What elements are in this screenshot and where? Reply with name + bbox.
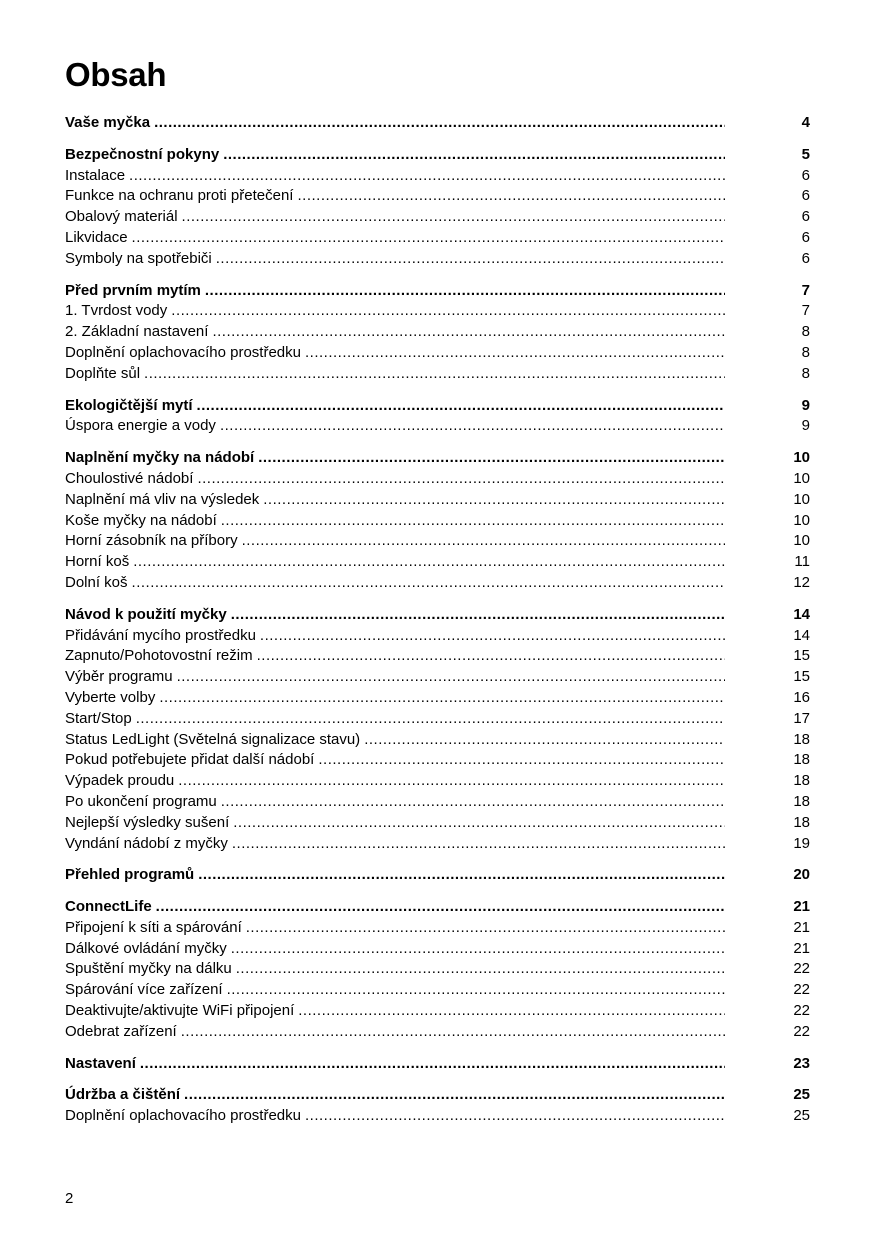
dot-leader <box>246 918 725 939</box>
toc-entry-label: Přehled programů <box>65 866 195 884</box>
dot-leader <box>156 897 725 918</box>
toc-entry-label: Doplňte sůl <box>65 364 141 382</box>
toc-heading[interactable] <box>65 113 810 134</box>
toc-entry-label: 2. Základní nastavení <box>65 323 209 341</box>
toc-heading[interactable] <box>65 897 810 918</box>
toc-entry-page: 8 <box>801 323 810 341</box>
toc-heading[interactable] <box>65 865 810 886</box>
toc-entry-label: Symboly na spotřebiči <box>65 249 212 267</box>
toc-item[interactable] <box>65 626 810 647</box>
toc-entry-page: 8 <box>801 343 810 361</box>
toc-item[interactable] <box>65 301 810 322</box>
dot-leader <box>212 322 725 343</box>
toc-entry-page: 10 <box>793 532 810 550</box>
toc-item[interactable] <box>65 813 810 834</box>
toc-item[interactable] <box>65 709 810 730</box>
toc-item[interactable] <box>65 552 810 573</box>
toc-entry-label: Vaše myčka <box>65 114 151 131</box>
toc-item[interactable] <box>65 939 810 960</box>
toc-entry-label: Naplnění myčky na nádobí <box>65 449 255 467</box>
dot-leader <box>133 552 725 573</box>
dot-leader <box>177 667 725 688</box>
toc-entry-page: 12 <box>793 573 810 591</box>
toc-entry-label: Nastavení <box>65 1054 136 1072</box>
toc-heading[interactable] <box>65 1085 810 1106</box>
dot-leader <box>305 1106 725 1127</box>
toc-entry-page: 20 <box>793 866 810 884</box>
dot-leader <box>197 469 725 490</box>
dot-leader <box>171 301 725 322</box>
toc-item[interactable] <box>65 1022 810 1043</box>
dot-leader <box>184 1085 725 1106</box>
toc-heading[interactable] <box>65 448 810 469</box>
toc-entry-page: 19 <box>793 834 810 852</box>
toc-entry-page: 9 <box>801 417 810 435</box>
dot-leader <box>233 813 725 834</box>
toc-entry-label: Horní zásobník na příbory <box>65 532 238 550</box>
toc-entry-label: Likvidace <box>65 228 128 246</box>
toc-heading[interactable] <box>65 145 810 166</box>
dot-leader <box>242 531 725 552</box>
dot-leader <box>140 1054 725 1075</box>
toc-entry-page: 10 <box>793 490 810 508</box>
toc-entry-label: ConnectLife <box>65 898 152 916</box>
dot-leader <box>221 792 725 813</box>
toc-item[interactable] <box>65 730 810 751</box>
toc-item[interactable] <box>65 186 810 207</box>
dot-leader <box>232 834 725 855</box>
dot-leader <box>263 490 725 511</box>
toc-entry-label: Odebrat zařízení <box>65 1022 177 1040</box>
dot-leader <box>297 186 725 207</box>
dot-leader <box>318 750 725 771</box>
toc-item[interactable] <box>65 1001 810 1022</box>
toc-item[interactable] <box>65 646 810 667</box>
toc-entry-page: 5 <box>801 145 810 163</box>
toc-entry-page: 10 <box>793 469 810 487</box>
toc-entry-label: Spuštění myčky na dálku <box>65 960 232 978</box>
dot-leader <box>231 605 725 626</box>
page-number: 2 <box>65 1190 74 1207</box>
dot-leader <box>144 364 725 385</box>
toc-entry-label: Přidávání mycího prostředku <box>65 626 256 644</box>
toc-item[interactable] <box>65 531 810 552</box>
page-title: Obsah <box>65 56 167 93</box>
toc-entry-page: 21 <box>793 939 810 957</box>
toc-item[interactable] <box>65 834 810 855</box>
toc-entry-page: 7 <box>801 302 810 320</box>
toc-item[interactable] <box>65 750 810 771</box>
toc-entry-page: 15 <box>793 647 810 665</box>
toc-item[interactable] <box>65 980 810 1001</box>
dot-leader <box>221 511 725 532</box>
toc-entry-label: Horní koš <box>65 553 130 571</box>
toc-entry-label: Připojení k síti a spárování <box>65 918 242 936</box>
toc-entry-page: 10 <box>793 449 810 467</box>
toc-entry-label: Výpadek proudu <box>65 772 175 790</box>
toc-entry-page: 10 <box>793 511 810 529</box>
toc-entry-label: Instalace <box>65 166 126 184</box>
toc-entry-page: 25 <box>793 1107 810 1125</box>
dot-leader <box>231 939 725 960</box>
dot-leader <box>227 980 725 1001</box>
toc-item[interactable] <box>65 322 810 343</box>
dot-leader <box>364 730 725 751</box>
toc-item[interactable] <box>65 490 810 511</box>
toc-item[interactable] <box>65 667 810 688</box>
toc-heading[interactable] <box>65 281 810 302</box>
toc-entry-page: 18 <box>793 813 810 831</box>
dot-leader <box>298 1001 725 1022</box>
toc-entry-label: Údržba a čištění <box>65 1086 181 1104</box>
dot-leader <box>178 771 725 792</box>
toc-entry-page: 9 <box>801 396 810 414</box>
toc-section <box>65 1085 810 1127</box>
dot-leader <box>236 959 725 980</box>
toc-entry-page: 6 <box>801 208 810 226</box>
toc-section <box>65 113 810 134</box>
toc-entry-page: 6 <box>801 228 810 246</box>
dot-leader <box>154 113 725 134</box>
toc-entry-label: Vyberte volby <box>65 688 156 706</box>
toc-heading[interactable] <box>65 1054 810 1075</box>
toc-entry-page: 8 <box>801 364 810 382</box>
toc-section <box>65 1054 810 1075</box>
toc-item[interactable] <box>65 959 810 980</box>
toc-item[interactable] <box>65 469 810 490</box>
toc-item[interactable] <box>65 792 810 813</box>
dot-leader <box>129 166 725 187</box>
toc-entry-label: 1. Tvrdost vody <box>65 302 168 320</box>
toc-entry-page: 21 <box>793 918 810 936</box>
dot-leader <box>260 626 725 647</box>
toc-entry-label: Návod k použití myčky <box>65 605 227 623</box>
toc-section <box>65 281 810 385</box>
toc-section <box>65 897 810 1043</box>
toc-entry-page: 15 <box>793 668 810 686</box>
toc-entry-label: Doplnění oplachovacího prostředku <box>65 1107 301 1125</box>
toc-item[interactable] <box>65 364 810 385</box>
toc-entry-page: 6 <box>801 187 810 205</box>
toc-section <box>65 145 810 270</box>
toc-entry-label: Start/Stop <box>65 709 132 727</box>
toc-entry-label: Před prvním mytím <box>65 281 201 299</box>
toc-entry-label: Naplnění má vliv na výsledek <box>65 490 260 508</box>
dot-leader <box>257 646 725 667</box>
toc-item[interactable] <box>65 511 810 532</box>
dot-leader <box>132 573 725 594</box>
toc-entry-page: 25 <box>793 1086 810 1104</box>
toc-section <box>65 396 810 438</box>
toc-entry-label: Úspora energie a vody <box>65 417 216 435</box>
dot-leader <box>136 709 725 730</box>
toc-entry-label: Výběr programu <box>65 668 173 686</box>
toc-entry-page: 18 <box>793 792 810 810</box>
toc-item[interactable] <box>65 688 810 709</box>
dot-leader <box>197 396 725 417</box>
dot-leader <box>159 688 725 709</box>
toc-section <box>65 448 810 594</box>
toc-entry-label: Dálkové ovládání myčky <box>65 939 227 957</box>
toc-entry-label: Funkce na ochranu proti přetečení <box>65 187 294 205</box>
dot-leader <box>181 1022 725 1043</box>
toc-item[interactable] <box>65 166 810 187</box>
toc-entry-page: 18 <box>793 751 810 769</box>
toc-entry-page: 21 <box>793 898 810 916</box>
toc-entry-page: 4 <box>801 114 810 131</box>
toc-item[interactable] <box>65 1106 810 1127</box>
dot-leader <box>258 448 725 469</box>
toc-heading[interactable] <box>65 605 810 626</box>
toc-entry-page: 7 <box>801 281 810 299</box>
dot-leader <box>223 145 725 166</box>
toc-entry-label: Nejlepší výsledky sušení <box>65 813 230 831</box>
dot-leader <box>216 249 725 270</box>
toc-entry-label: Koše myčky na nádobí <box>65 511 217 529</box>
toc-entry-page: 16 <box>793 688 810 706</box>
dot-leader <box>132 228 725 249</box>
toc-entry-label: Bezpečnostní pokyny <box>65 145 220 163</box>
toc-heading[interactable] <box>65 396 810 417</box>
toc-section <box>65 605 810 855</box>
dot-leader <box>305 343 725 364</box>
toc-item[interactable] <box>65 918 810 939</box>
toc-section <box>65 865 810 886</box>
toc-entry-page: 11 <box>794 553 810 571</box>
toc-entry-page: 22 <box>793 960 810 978</box>
toc-entry-label: Po ukončení programu <box>65 792 217 810</box>
toc-entry-page: 18 <box>793 730 810 748</box>
toc-entry-label: Doplnění oplachovacího prostředku <box>65 343 301 361</box>
toc-entry-label: Status LedLight (Světelná signalizace stavu) <box>65 730 361 748</box>
toc-entry-label: Vyndání nádobí z myčky <box>65 834 228 852</box>
dot-leader <box>198 865 725 886</box>
toc-entry-page: 6 <box>801 166 810 184</box>
toc-entry-page: 23 <box>793 1054 810 1072</box>
toc-entry-label: Choulostivé nádobí <box>65 469 194 487</box>
table-of-contents <box>65 113 810 1138</box>
toc-entry-page: 6 <box>801 249 810 267</box>
toc-entry-page: 22 <box>793 1002 810 1020</box>
toc-entry-page: 22 <box>793 981 810 999</box>
toc-entry-label: Obalový materiál <box>65 208 178 226</box>
toc-entry-label: Deaktivujte/aktivujte WiFi připojení <box>65 1002 295 1020</box>
toc-entry-page: 14 <box>793 605 810 623</box>
toc-item[interactable] <box>65 416 810 437</box>
toc-entry-page: 17 <box>793 709 810 727</box>
toc-item[interactable] <box>65 771 810 792</box>
dot-leader <box>220 416 725 437</box>
toc-entry-label: Ekologičtější mytí <box>65 396 193 414</box>
toc-entry-label: Spárování více zařízení <box>65 981 223 999</box>
toc-entry-label: Dolní koš <box>65 573 128 591</box>
toc-entry-label: Pokud potřebujete přidat další nádobí <box>65 751 315 769</box>
toc-item[interactable] <box>65 228 810 249</box>
dot-leader <box>205 281 725 302</box>
toc-item[interactable] <box>65 207 810 228</box>
toc-entry-page: 14 <box>793 626 810 644</box>
toc-item[interactable] <box>65 573 810 594</box>
toc-entry-page: 18 <box>793 772 810 790</box>
toc-entry-page: 22 <box>793 1022 810 1040</box>
toc-entry-label: Zapnuto/Pohotovostní režim <box>65 647 253 665</box>
dot-leader <box>182 207 725 228</box>
toc-item[interactable] <box>65 343 810 364</box>
toc-item[interactable] <box>65 249 810 270</box>
